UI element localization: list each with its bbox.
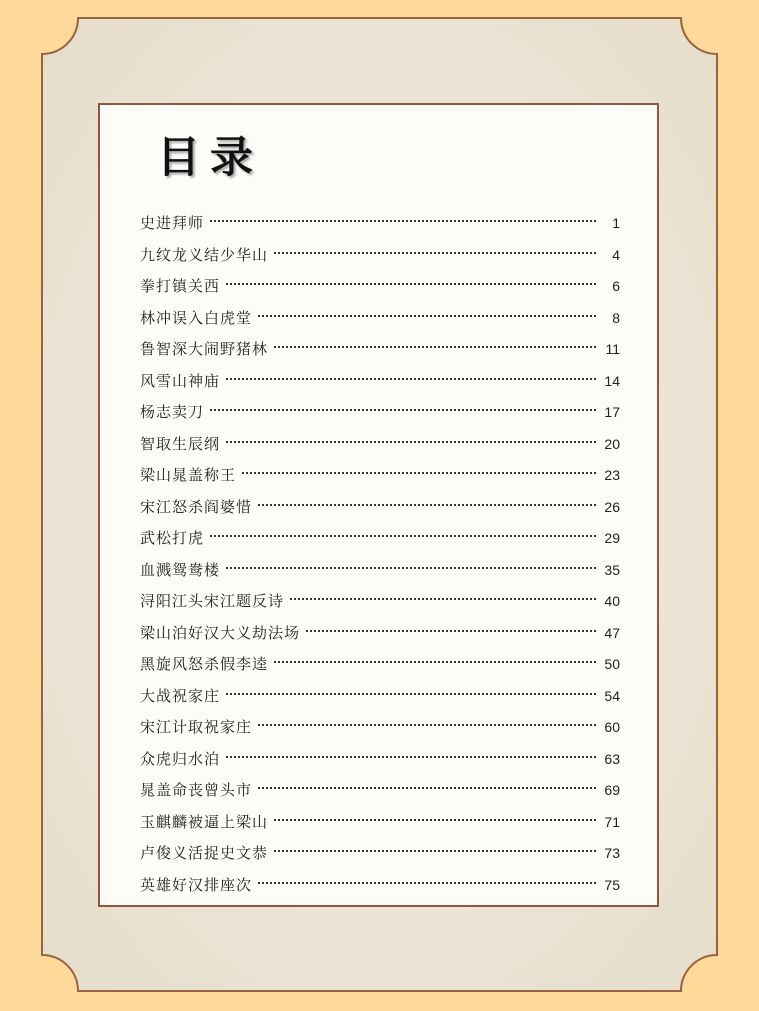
- toc-entry-title: 宋江怒杀阎婆惜: [140, 497, 253, 516]
- toc-entry[interactable]: [140, 429, 620, 461]
- dot-leader: [258, 882, 596, 884]
- toc-entry-title: 血溅鸳鸯楼: [140, 560, 221, 579]
- toc-page-number: 40: [604, 593, 620, 609]
- toc-entry[interactable]: [140, 460, 620, 492]
- toc-entry[interactable]: [140, 492, 620, 524]
- toc-entry[interactable]: [140, 744, 620, 776]
- page-title: 目录: [157, 133, 263, 183]
- toc-page-number: 71: [604, 813, 620, 830]
- dot-leader: [258, 315, 596, 317]
- toc-page-number: 75: [604, 876, 620, 893]
- dot-leader: [306, 630, 596, 632]
- toc-page-number: 23: [604, 467, 620, 483]
- toc-entry[interactable]: [140, 838, 620, 870]
- dot-leader: [226, 567, 596, 569]
- toc-page-number: 20: [604, 435, 620, 452]
- toc-page-number: 6: [612, 278, 620, 294]
- toc-entry-title: 大战祝家庄: [140, 686, 221, 705]
- dot-leader: [274, 850, 596, 852]
- toc-entry-title: 鲁智深大闹野猪林: [140, 340, 269, 358]
- toc-entry[interactable]: [140, 366, 620, 398]
- dot-leader: [274, 661, 596, 663]
- toc-entry[interactable]: [140, 649, 620, 681]
- toc-entry[interactable]: [140, 618, 620, 650]
- toc-entry[interactable]: [140, 555, 620, 587]
- toc-entry-title: 武松打虎: [140, 529, 205, 547]
- toc-entry-title: 九纹龙义结少华山: [140, 245, 269, 264]
- toc-entry-title: 智取生辰纲: [140, 434, 221, 453]
- dot-leader: [258, 787, 596, 789]
- toc-page-number: 54: [604, 687, 620, 704]
- dot-leader: [210, 535, 596, 537]
- toc-entry-title: 晁盖命丧曾头市: [140, 781, 253, 799]
- toc-entry[interactable]: [140, 334, 620, 366]
- toc-entry-title: 宋江计取祝家庄: [140, 718, 253, 736]
- toc-entry-title: 玉麒麟被逼上梁山: [140, 812, 269, 831]
- toc-entry-title: 拳打镇关西: [140, 277, 221, 295]
- toc-entry[interactable]: [140, 807, 620, 839]
- toc-page-number: 69: [604, 782, 620, 798]
- dot-leader: [210, 220, 596, 222]
- toc-page-number: 11: [605, 341, 620, 357]
- toc-page-number: 14: [604, 372, 620, 389]
- toc-page-number: 8: [612, 309, 620, 326]
- toc-entry-title: 林冲误入白虎堂: [140, 308, 253, 327]
- dot-leader: [242, 472, 596, 474]
- toc-page-number: 4: [612, 246, 620, 263]
- dot-leader: [258, 504, 596, 506]
- dot-leader: [290, 598, 596, 600]
- toc-page-number: 73: [604, 845, 620, 861]
- toc-entry-title: 卢俊义活捉史文恭: [140, 844, 269, 862]
- toc-entry-title: 史进拜师: [140, 214, 205, 232]
- toc-page-number: 26: [604, 498, 620, 515]
- toc-entry-title: 杨志卖刀: [140, 403, 205, 421]
- toc-entry[interactable]: [140, 712, 620, 744]
- toc-entry[interactable]: [140, 303, 620, 335]
- toc-entry[interactable]: [140, 271, 620, 303]
- toc-entry-title: 风雪山神庙: [140, 371, 221, 390]
- toc-page-number: 17: [604, 404, 620, 420]
- dot-leader: [258, 724, 596, 726]
- toc-entry[interactable]: [140, 870, 620, 902]
- toc-entry-title: 梁山泊好汉大义劫法场: [140, 623, 301, 642]
- toc-page-number: 63: [604, 750, 620, 767]
- toc-entry[interactable]: [140, 208, 620, 240]
- toc-entry-title: 浔阳江头宋江题反诗: [140, 592, 285, 610]
- toc-entry-title: 黑旋风怒杀假李逵: [140, 655, 269, 673]
- dot-leader: [274, 252, 596, 254]
- toc-entry-title: 众虎归水泊: [140, 749, 221, 768]
- toc-entry[interactable]: [140, 523, 620, 555]
- toc-entry[interactable]: [140, 240, 620, 272]
- dot-leader: [226, 441, 596, 443]
- toc-entry-title: 梁山晁盖称王: [140, 466, 237, 484]
- toc-page-number: 29: [604, 530, 620, 546]
- toc-page-number: 60: [604, 719, 620, 735]
- toc-page-number: 1: [612, 215, 620, 231]
- table-of-contents: [140, 208, 620, 901]
- dot-leader: [274, 346, 596, 348]
- dot-leader: [226, 693, 596, 695]
- dot-leader: [226, 756, 596, 758]
- toc-entry[interactable]: [140, 681, 620, 713]
- dot-leader: [226, 283, 596, 285]
- dot-leader: [210, 409, 596, 411]
- toc-page-number: 50: [604, 656, 620, 672]
- toc-entry-title: 英雄好汉排座次: [140, 875, 253, 894]
- toc-entry[interactable]: [140, 586, 620, 618]
- toc-page-number: 47: [604, 624, 620, 641]
- toc-entry[interactable]: [140, 775, 620, 807]
- dot-leader: [274, 819, 596, 821]
- dot-leader: [226, 378, 596, 380]
- toc-entry[interactable]: [140, 397, 620, 429]
- toc-page-number: 35: [604, 561, 620, 578]
